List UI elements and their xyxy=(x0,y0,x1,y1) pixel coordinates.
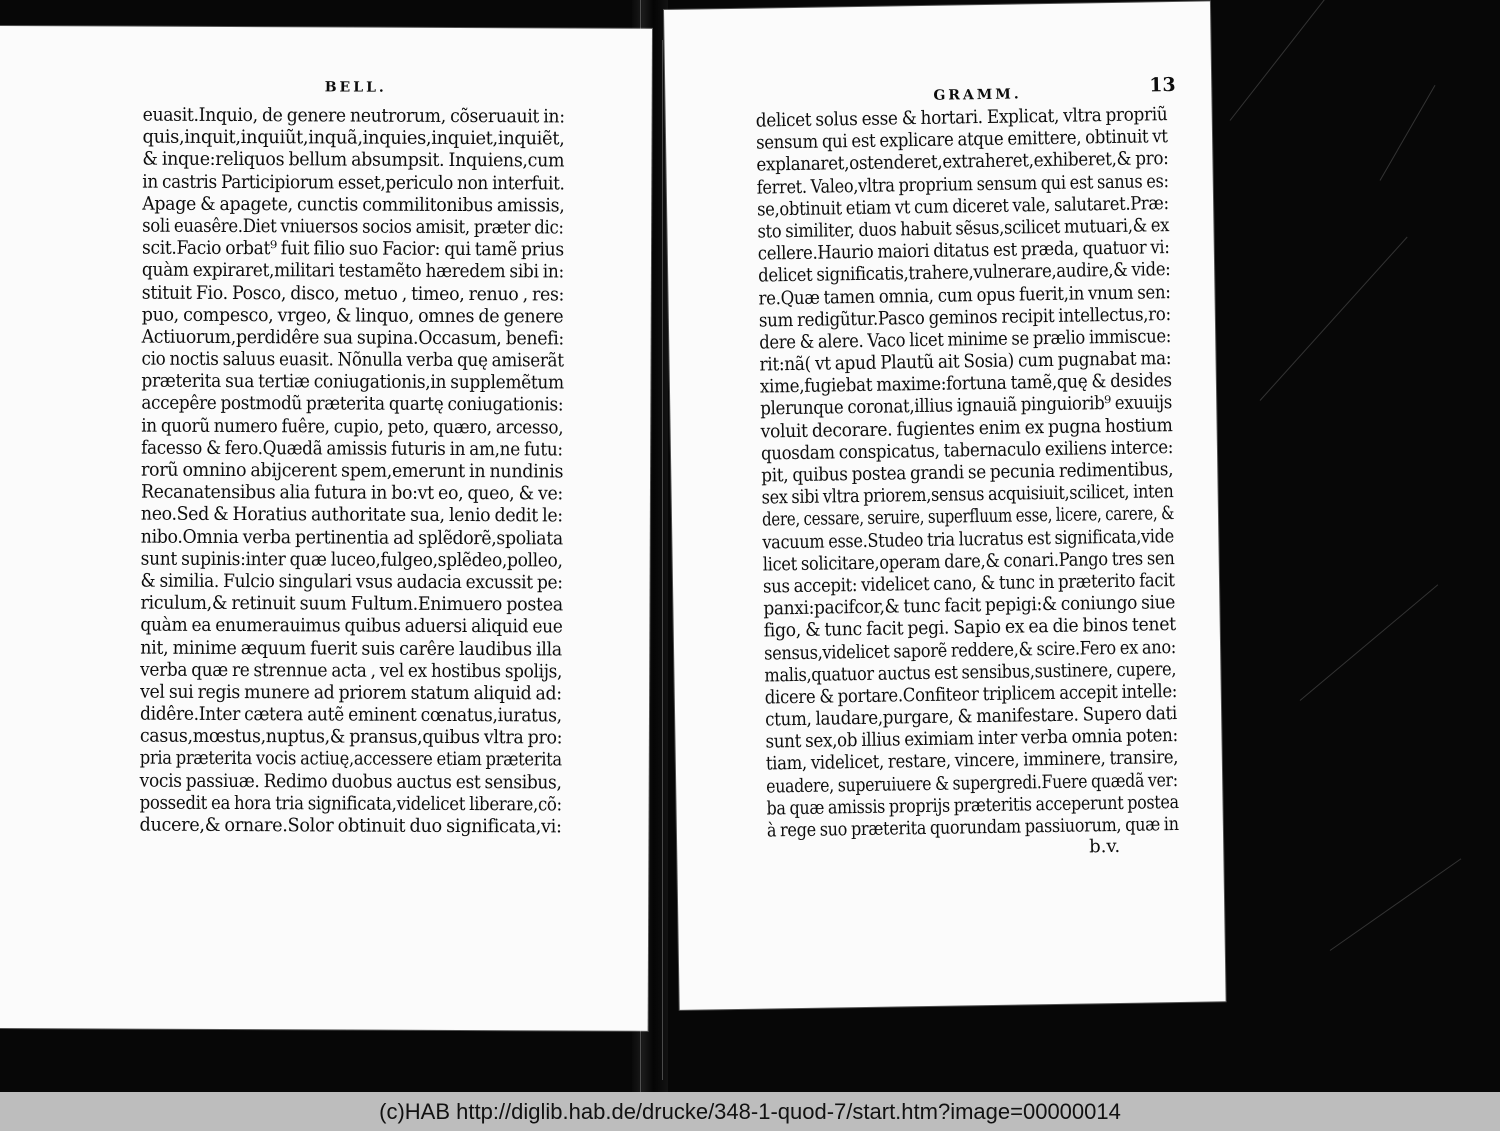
text-line: neo.Sed & Horatius authoritate sua, lenio dedit le: xyxy=(140,503,563,527)
text-line: dicere & portare.Confiteor triplicem accepit intelle: xyxy=(764,680,1178,709)
text-line: verba quæ re strennue acta , vel ex hostibus spolijs, xyxy=(140,659,563,683)
text-line: licet solicitare,operam dare,& conari.Pango tres sen xyxy=(762,547,1175,576)
text-line: nibo.Omnia verba pertinentia ad splẽdorẽ,spoliata xyxy=(140,526,563,550)
text-line: & similia. Fulcio singulari vsus audacia excussit pe: xyxy=(140,570,563,594)
text-line: quosdam conspicatus, tabernaculo exiliens interce: xyxy=(760,436,1174,465)
text-line: se,obtinuit etiam vt cum diceret vale, salutaret.Præ: xyxy=(756,192,1169,221)
text-line: à rege suo præterita quorundam passiuorum, quæ in xyxy=(766,814,1179,842)
text-line: ducere,& ornare.Solor obtinuit duo significata,vi: xyxy=(139,814,562,838)
text-line: soli euasêre.Diet vniuersos socios amisit, præter dic: xyxy=(142,215,564,239)
text-line: re.Quæ tamen omnia, cum opus fuerit,in vnum sen: xyxy=(758,281,1171,310)
text-line: stituit Fio. Posco, disco, metuo , timeo, renuo , res: xyxy=(141,282,565,305)
text-line: puo, compesco, vrgeo, & linquo, omnes de genere xyxy=(141,304,564,328)
scratch-mark xyxy=(1260,237,1408,401)
text-line: plerunque coronat,illius ignauiã pinguiorib⁹ exuuijs xyxy=(760,392,1173,420)
text-line: sex sibi vltra priorem,sensus acquisiuit,scilicet, inten xyxy=(761,481,1174,509)
text-line: xime,fugiebat maxime:fortuna tamẽ,quę & desides xyxy=(759,370,1172,398)
text-line: scit.Facio orbat⁹ fuit filio suo Facior: qui tamẽ prius xyxy=(141,237,564,261)
copyright-footer: (c)HAB http://diglib.hab.de/drucke/348-1-quod-7/start.htm?image=00000014 xyxy=(0,1092,1500,1131)
text-line: ferret. Valeo,vltra proprium sensum qui est sanus es: xyxy=(756,170,1169,199)
left-page-text xyxy=(139,105,621,839)
text-line: rorũ omnino abijcerent spem,emerunt in nundinis xyxy=(141,459,564,483)
text-line: ba quæ amissis proprijs præteritis acceperunt postea xyxy=(766,791,1179,820)
text-line: quàm expiraret,militari testamẽto hæredem sibi in: xyxy=(141,259,564,283)
text-line: cio noctis saluus euasit. Nõnulla verba quę amiserãt xyxy=(141,348,564,372)
text-line: vacuum esse.Studeo tria lucratus est significata,vide xyxy=(762,525,1175,554)
text-line: quis,inquit,inquiũt,inquã,inquies,inquiet,inquiẽt, xyxy=(142,126,565,150)
text-line: dere, cessare, seruire, superfluum esse, licere, carere, & xyxy=(761,503,1175,531)
text-line: possedit ea hora tria significata,videlicet liberare,cõ: xyxy=(139,792,562,816)
text-line: sunt sex,ob illius eximiam inter verba omnia poten: xyxy=(765,725,1179,753)
text-line: præterita sua tertiæ coniugationis,in supplemẽtum xyxy=(141,370,564,394)
text-line: voluit decorare. fugientes enim ex pugna hostium xyxy=(760,414,1173,443)
text-line: nit, minime æquum fuerit suis carêre laudibus illa xyxy=(140,637,562,660)
text-line: pria præterita vocis actiuę,accessere etiam præterita xyxy=(139,748,562,771)
text-line: riculum,& retinuit suum Fultum.Enimuero postea xyxy=(140,592,563,616)
text-line: in quorũ numero fuêre, cupio, peto, quæro, arcesso, xyxy=(141,415,564,439)
right-page xyxy=(664,1,1226,1009)
text-line: explanaret,ostenderet,extraheret,exhiberet,& pro: xyxy=(756,148,1169,176)
text-line: facesso & fero.Quædã amissis futuris in am,ne futu: xyxy=(141,437,563,461)
text-line: dere & alere. Vaco licet minime se prælio immiscue: xyxy=(759,325,1172,354)
text-line: quàm ea enumerauimus quibus aduersi aliquid eue xyxy=(140,614,563,638)
text-line: sto similiter, duos habuit sẽsus,scilicet mutuari,& ex xyxy=(757,215,1170,243)
text-line: sus accepit: videlicet cano, & tunc in præterito facit xyxy=(762,569,1175,598)
text-line: rit:nã( vt apud Plautũ ait Sosia) cum pugnabat ma: xyxy=(759,348,1172,376)
gutter-crease xyxy=(662,40,663,1080)
text-line: didêre.Inter cætera autẽ eminent cœnatus,iuratus, xyxy=(139,703,562,727)
text-line: sum redigũtur.Pasco geminos recipit intellectus,ro: xyxy=(758,303,1171,332)
text-line: panxi:pacifcor,& tunc facit pepigi:& coniungo siue xyxy=(763,592,1176,620)
signature-mark: b.v. xyxy=(1089,835,1121,858)
text-line: pit, quibus postea grandi se pecunia redimentibus, xyxy=(761,459,1174,487)
text-line: Recanatensibus alia futura in bo:vt eo, queo, & ve: xyxy=(140,481,563,505)
left-page xyxy=(0,26,652,1031)
text-line: vel sui regis munere ad priorem statum aliquid ad: xyxy=(140,681,562,705)
page-number: 13 xyxy=(1149,73,1176,97)
text-line: malis,quatuor auctus est sensibus,sustinere, cupere, xyxy=(764,658,1177,687)
text-line: tiam, videlicet, restare, vincere, imminere, transire, xyxy=(765,747,1179,775)
text-line: sensus,videlicet saporẽ reddere,& scire.Fero ex ano: xyxy=(763,636,1177,665)
text-line: euasit.Inquio, de genere neutrorum, cõseruauit in: xyxy=(142,104,565,128)
text-line: accepêre postmodũ præterita quartę coniugationis: xyxy=(141,393,564,416)
scratch-mark xyxy=(1330,858,1462,951)
text-line: Apage & apagete, cunctis commilitonibus amissis, xyxy=(142,193,565,217)
text-line: casus,mœstus,nuptus,& pransus,quibus vltra pro: xyxy=(139,725,563,749)
scratch-mark xyxy=(1380,85,1436,181)
text-line: in castris Participiorum esset,periculo non interfuit. xyxy=(142,171,565,195)
text-line: delicet solus esse & hortari. Explicat, vltra propriũ xyxy=(755,104,1168,132)
text-line: sensum qui est explicare atque emittere, obtinuit vt xyxy=(755,126,1168,154)
text-line: Actiuorum,perdidêre sua supina.Occasum, benefi: xyxy=(141,326,564,350)
right-page-text xyxy=(756,103,1276,843)
scratch-mark xyxy=(1300,584,1439,700)
text-line: & inque:reliquos bellum absumpsit. Inquiens,cum xyxy=(142,148,565,172)
left-running-head: BELL. xyxy=(324,79,387,96)
text-line: delicet significatis,trahere,vulnerare,audire,& vide: xyxy=(758,259,1171,287)
text-line: ctum, laudare,purgare, & manifestare. Supero dati xyxy=(765,703,1178,731)
text-line: figo, & tunc facit pegi. Sapio ex ea die binos tenet xyxy=(763,614,1176,642)
text-line: sunt supinis:inter quæ luceo,fulgeo,splẽdeo,polleo, xyxy=(140,548,563,572)
text-line: vocis passiuæ. Redimo duobus auctus est sensibus, xyxy=(139,770,562,794)
text-line: euadere, superuiuere & supergredi.Fuere quædã ver: xyxy=(766,769,1178,798)
right-running-head: GRAMM. xyxy=(933,86,1022,104)
text-line: cellere.Haurio maiori ditatus est præda, quatuor vi: xyxy=(757,237,1170,265)
